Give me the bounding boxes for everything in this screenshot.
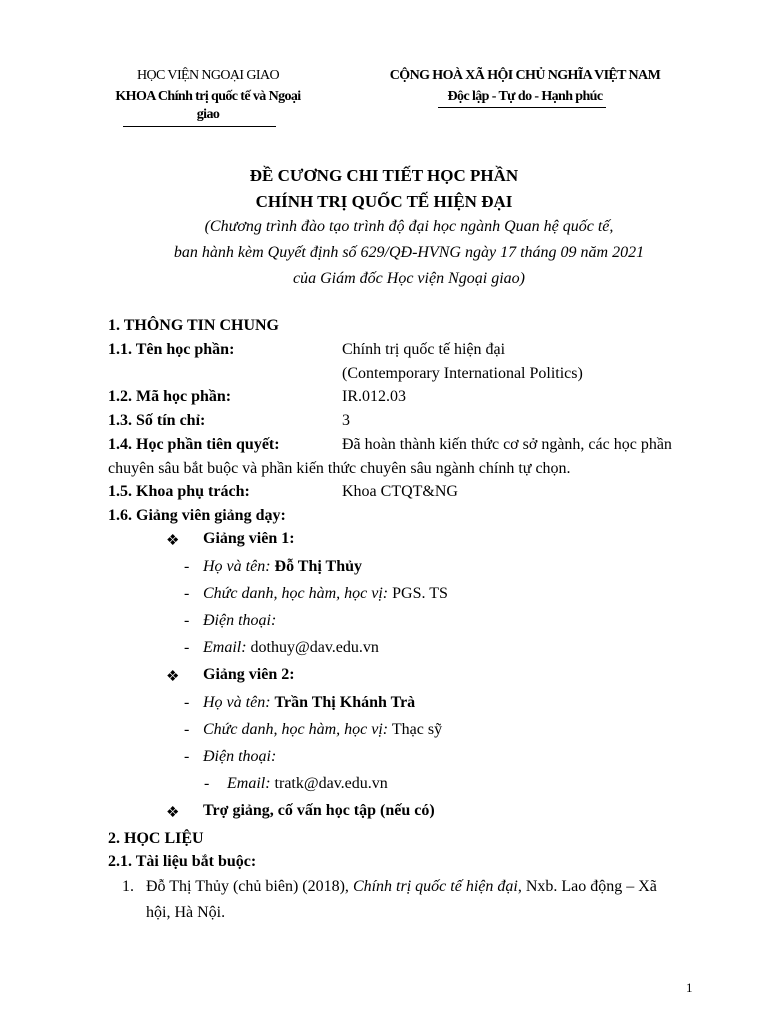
motto: Độc lập - Tự do - Hạnh phúc [447, 89, 603, 104]
department-value: Khoa CTQT&NG [342, 483, 458, 500]
credits-label: 1.3. Số tín chỉ: [108, 412, 206, 429]
course-name-value: Chính trị quốc tế hiện đại [342, 341, 506, 358]
lecturer2-phone-label: Điện thoại: [203, 748, 277, 765]
lecturer1-title-label: Chức danh, học hàm, học vị: [203, 585, 389, 602]
reference-publisher: , Nxb. Lao động – Xã [517, 878, 657, 895]
course-code-value: IR.012.03 [342, 388, 406, 405]
dash-icon: - [184, 558, 190, 575]
lecturer2-email-label: Email: [227, 775, 271, 792]
faculty-name-cont: giao [196, 107, 220, 122]
subtitle-line1: (Chương trình đào tạo trình độ đại học ngành Quan hệ quốc tế, [204, 218, 614, 235]
lecturer2-email[interactable]: tratk@dav.edu.vn [274, 775, 388, 792]
dash-icon: - [184, 694, 190, 711]
dash-icon: - [184, 612, 190, 629]
diamond-bullet-icon: ❖ [166, 805, 180, 821]
lecturer2-name-row [203, 694, 415, 712]
lecturer1-email-row [203, 639, 379, 657]
reference-author: Đỗ Thị Thủy (chủ biên) (2018), [146, 878, 349, 895]
prerequisite-value-cont: chuyên sâu bắt buộc và phần kiến thức chuyên sâu ngành chính tự chọn. [108, 460, 571, 477]
faculty-name: KHOA Chính trị quốc tế và Ngoại [115, 89, 301, 104]
section2-heading: 2. HỌC LIỆU [108, 830, 204, 847]
lecturer1-phone-label: Điện thoại: [203, 612, 277, 629]
dash-icon: - [184, 585, 190, 602]
lecturer1-name: Đỗ Thị Thủy [274, 558, 362, 575]
dash-icon: - [184, 748, 190, 765]
reference-title: Chính trị quốc tế hiện đại [352, 878, 518, 895]
prerequisite-value: Đã hoàn thành kiến thức cơ sở ngành, các học phần [342, 436, 672, 453]
institute-name: HỌC VIỆN NGOẠI GIAO [137, 68, 279, 83]
credits-value: 3 [342, 412, 350, 429]
doc-title: ĐỀ CƯƠNG CHI TIẾT HỌC PHẦN [249, 166, 519, 185]
lecturer1-title-row [203, 585, 448, 603]
course-name-label: 1.1. Tên học phần: [108, 341, 235, 358]
country-name: CỘNG HOÀ XÃ HỘI CHỦ NGHĨA VIỆT NAM [389, 68, 661, 83]
header-left-rule [123, 126, 276, 127]
department-label: 1.5. Khoa phụ trách: [108, 483, 250, 500]
lecturer1-name-row [203, 558, 362, 576]
lecturer1-title: PGS. TS [392, 585, 448, 602]
reference-item-1-cont: hội, Hà Nội. [146, 904, 226, 921]
required-materials-label: 2.1. Tài liệu bắt buộc: [108, 853, 257, 870]
course-title: CHÍNH TRỊ QUỐC TẾ HIỆN ĐẠI [255, 192, 513, 211]
lecturer1-email[interactable]: dothuy@dav.edu.vn [250, 639, 379, 656]
subtitle-line3: của Giám đốc Học viện Ngoại giao) [293, 270, 525, 287]
lecturer2-name: Trần Thị Khánh Trà [274, 694, 416, 711]
lecturer2-title-row [203, 721, 442, 739]
lecturer2-email-row [227, 775, 388, 793]
lecturer1-name-label: Họ và tên: [203, 558, 271, 575]
lecturer1-email-label: Email: [203, 639, 247, 656]
diamond-bullet-icon: ❖ [166, 669, 180, 685]
lecturer2-title: Thạc sỹ [391, 721, 443, 738]
dash-icon: - [184, 639, 190, 656]
lecturer2-name-label: Họ và tên: [203, 694, 271, 711]
page-number: 1 [686, 980, 693, 995]
dash-icon: - [204, 775, 210, 792]
teaching-assistant-heading: Trợ giảng, cố vấn học tập (nếu có) [203, 802, 435, 819]
subtitle-line2: ban hành kèm Quyết định số 629/QĐ-HVNG ngày 17 tháng 09 năm 2021 [173, 244, 645, 261]
list-item-number: 1. [122, 878, 134, 895]
course-name-english: (Contemporary International Politics) [342, 365, 583, 382]
lecturers-label: 1.6. Giảng viên giảng dạy: [108, 507, 286, 524]
lecturer2-title-label: Chức danh, học hàm, học vị: [203, 721, 389, 738]
section1-heading: 1. THÔNG TIN CHUNG [108, 317, 279, 334]
reference-item-1 [146, 878, 657, 896]
prerequisite-label: 1.4. Học phần tiên quyết: [108, 436, 280, 453]
lecturer1-heading: Giảng viên 1: [203, 530, 295, 547]
dash-icon: - [184, 721, 190, 738]
diamond-bullet-icon: ❖ [166, 533, 180, 549]
lecturer2-heading: Giảng viên 2: [203, 666, 295, 683]
header-right-rule [438, 107, 606, 108]
course-code-label: 1.2. Mã học phần: [108, 388, 232, 405]
